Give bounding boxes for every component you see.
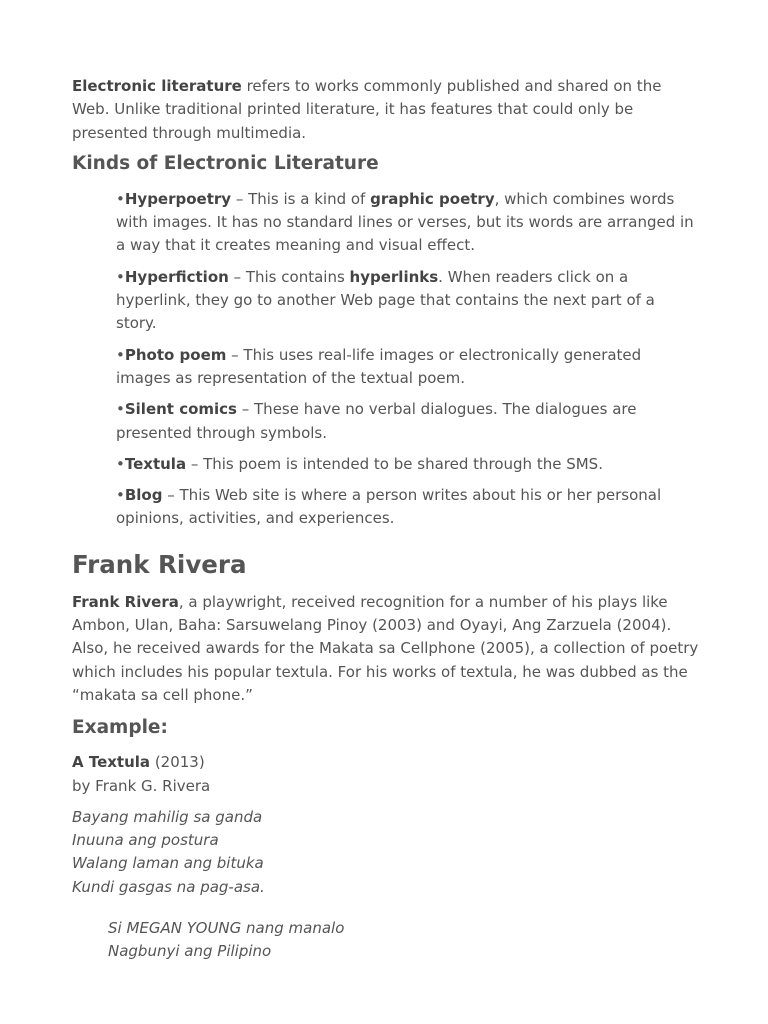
list-item bbox=[116, 484, 696, 531]
kind-description-rest: , which combines words with images. It has no standard lines or verses, but its words are arranged in a way that it creates meaning and visual effect. bbox=[116, 189, 694, 255]
kinds-heading: Kinds of Electronic Literature bbox=[72, 152, 379, 174]
intro-paragraph bbox=[72, 75, 702, 145]
poem-year: (2013) bbox=[150, 753, 205, 772]
list-item bbox=[116, 453, 696, 476]
poem-title: A Textula bbox=[72, 753, 151, 772]
poem-line: Walang laman ang bituka bbox=[72, 854, 264, 873]
kind-description: – This Web site is where a person writes about his or her personal opinions, activities, and experiences. bbox=[116, 486, 662, 528]
poem-byline: by Frank G. Rivera bbox=[72, 776, 211, 795]
bullet: • bbox=[116, 400, 125, 419]
list-item bbox=[116, 344, 696, 391]
kind-name: Hyperfiction bbox=[124, 267, 229, 286]
bullet: • bbox=[116, 486, 125, 505]
bullet: • bbox=[116, 454, 125, 473]
intro-text: refers to works commonly published and shared on the Web. Unlike traditional printed literature, it has features that could only be presented through multimedia. bbox=[72, 77, 662, 142]
poem-line: Nagbunyi ang Pilipino bbox=[108, 942, 272, 961]
example-heading: Example: bbox=[72, 717, 168, 739]
kind-name: Hyperpoetry bbox=[124, 189, 232, 208]
kind-description: – This contains bbox=[228, 267, 350, 286]
kind-bold-term: hyperlinks bbox=[349, 267, 439, 286]
bullet: • bbox=[116, 189, 125, 208]
kind-bold-term: graphic poetry bbox=[370, 189, 495, 208]
kind-description: – This is a kind of bbox=[231, 189, 371, 208]
kind-name: Photo poem bbox=[124, 345, 227, 364]
bullet: • bbox=[116, 267, 125, 286]
poem-meta bbox=[72, 751, 696, 798]
list-item bbox=[116, 398, 696, 445]
list-item bbox=[116, 188, 696, 258]
bullet: • bbox=[116, 345, 125, 364]
author-bio-text: , a playwright, received recognition for a number of his plays like Ambon, Ulan, Baha: Sarsuwelang Pinoy (2003) and Oyayi, Ang Zarzuela (2004). Also, he received awards for the Makata sa Cellphone (2005), a collection of poetry which includes his popular textula. For his works of textula, he was dubbed as the “makata sa cell phone.” bbox=[72, 592, 699, 704]
poem-stanza-2 bbox=[72, 917, 696, 964]
kind-name: Blog bbox=[124, 486, 163, 505]
poem-stanza-1 bbox=[72, 806, 696, 899]
list-item bbox=[116, 266, 696, 336]
poem-line: Inuuna ang postura bbox=[72, 831, 219, 850]
author-name: Frank Rivera bbox=[72, 592, 179, 611]
kind-name: Textula bbox=[124, 454, 187, 473]
intro-term: Electronic literature bbox=[72, 77, 242, 95]
kinds-list bbox=[72, 188, 696, 531]
poem-line: Bayang mahilig sa ganda bbox=[72, 807, 263, 826]
kind-description: – This poem is intended to be shared through the SMS. bbox=[186, 454, 603, 473]
poem-line: Kundi gasgas na pag-asa. bbox=[72, 877, 265, 896]
kind-description: – These have no verbal dialogues. The dialogues are presented through symbols. bbox=[116, 400, 637, 442]
author-heading: Frank Rivera bbox=[72, 549, 247, 579]
kind-name: Silent comics bbox=[124, 400, 237, 419]
poem-line: Si MEGAN YOUNG nang manalo bbox=[108, 919, 345, 938]
kind-description: – This uses real-life images or electronically generated images as representation of the textual poem. bbox=[116, 345, 642, 387]
author-bio bbox=[72, 591, 702, 707]
kind-description-rest: . When readers click on a hyperlink, they go to another Web page that contains the next part of a story. bbox=[116, 267, 655, 333]
